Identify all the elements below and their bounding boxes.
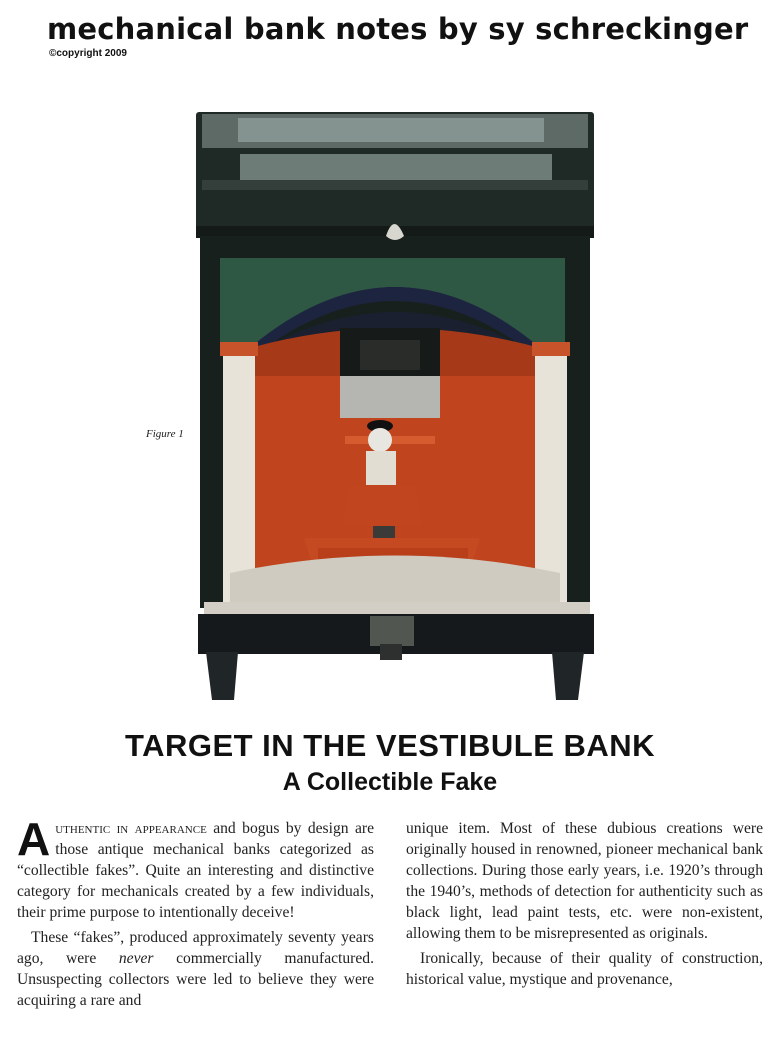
paragraph: Ironically, because of their quality of construction, historical value, mystique and provenance, bbox=[406, 950, 763, 988]
copyright-notice: ©copyright 2009 bbox=[49, 48, 127, 59]
paragraph-text: and bogus by design are those antique mechanical banks categorized as “collectible fakes”. Quite an interesting and distinctive category for mechanicals created by a few individuals, their prime purpose to intentionally deceive! bbox=[17, 820, 374, 921]
article-subtitle: A Collectible Fake bbox=[282, 768, 498, 796]
paragraph-text: commercially manufactured. Unsuspecting collectors were led to believe they were acquiring a rare and bbox=[17, 950, 374, 1009]
article-title: TARGET IN THE VESTIBULE BANK bbox=[124, 728, 656, 763]
paragraph bbox=[17, 813, 374, 923]
bank-base bbox=[198, 556, 594, 701]
paragraph-text: These “fakes”, produced approximately seventy years ago, were bbox=[17, 929, 374, 967]
bank-roof bbox=[196, 112, 594, 238]
paragraph: unique item. Most of these dubious creations were originally housed in renowned, pioneer mechanical bank collections. During those early years, i.e. 1920’s through the 1940’s, methods of detection for authenticity such as black light, lead paint tests, etc. were non-existent, allowing them to be misrepresented as originals. bbox=[406, 820, 763, 942]
emphasis: never bbox=[118, 950, 154, 967]
bank-photo bbox=[190, 108, 600, 708]
article-column-left bbox=[17, 813, 374, 1011]
figure-caption: Figure 1 bbox=[146, 428, 184, 440]
drop-cap: A bbox=[17, 813, 51, 865]
page-header-title: mechanical bank notes by sy schreckinger bbox=[47, 12, 749, 46]
paragraph bbox=[17, 927, 374, 1011]
article-column-right bbox=[406, 818, 763, 990]
lead-in-smallcaps: uthentic in appearance bbox=[55, 820, 207, 837]
